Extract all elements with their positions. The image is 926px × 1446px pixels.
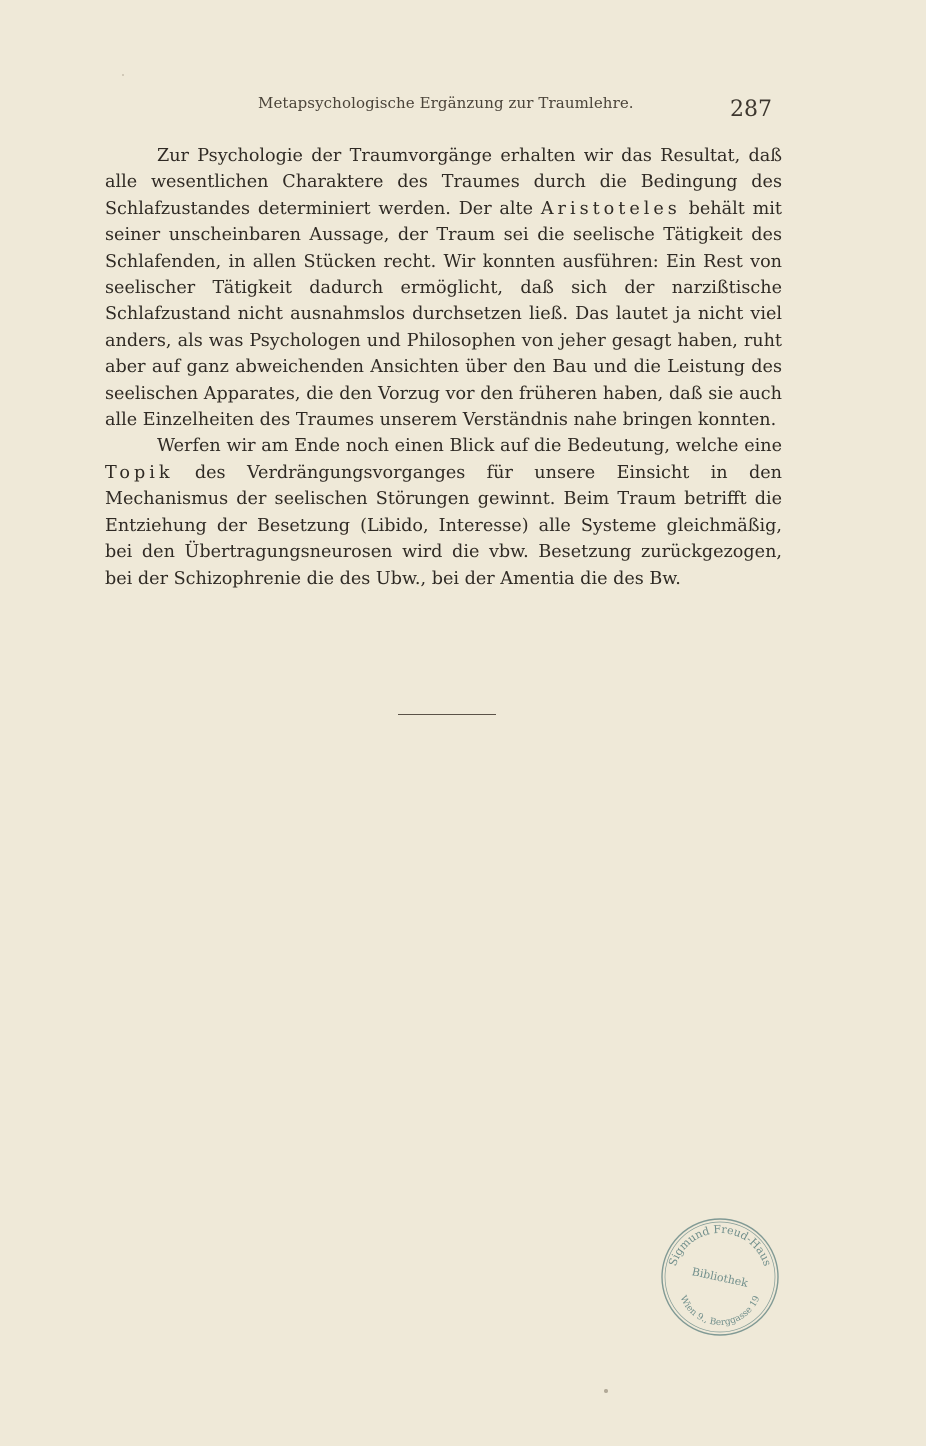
paragraph [105, 433, 782, 591]
emphasized-name: Aristoteles [540, 198, 681, 219]
emphasized-term: Topik [105, 462, 174, 483]
library-stamp [656, 1213, 784, 1341]
stamp-outer-text: Sigmund Freud-Haus [666, 1222, 774, 1268]
paragraph [105, 143, 782, 433]
paragraph-text: des Verdrängungsvorganges für unsere Einsicht in den Mechanismus der seelischen Störungen gewinnt. Beim Traum betrifft die Entziehung der Besetzung (Libido, Interesse) alle Systeme gleichmäßig, bei den Übertragungsneurosen wird die vbw. Besetzung zurückgezogen, bei der Schizophrenie die des Ubw., bei der Amentia die des Bw. [105, 462, 782, 589]
body-text [105, 143, 782, 592]
stamp-address-text: Wien 9., Berggasse 19 [677, 1294, 763, 1329]
paper-speck [122, 74, 124, 76]
paragraph-text: Zur Psychologie der Traumvorgänge erhalten wir das Resultat, daß alle wesentlichen Charaktere des Traumes durch die Bedingung des Schlafzustandes determiniert werden. Der alte [105, 146, 782, 219]
stamp-center-text: Bibliothek [690, 1265, 750, 1290]
library-stamp-graphic [656, 1213, 784, 1341]
running-title: Metapsychologische Ergänzung zur Traumlehre. [258, 94, 634, 112]
page-number: 287 [730, 97, 772, 122]
paper-speck [604, 1389, 608, 1393]
section-end-rule [398, 714, 496, 715]
paragraph-text: Werfen wir am Ende noch einen Blick auf die Bedeutung, welche eine [157, 436, 782, 457]
paragraph-text: behält mit seiner unscheinbaren Aussage, der Traum sei die seelische Tätigkeit des Schlafenden, in allen Stücken recht. Wir konnten ausführen: Ein Rest von seelischer Tätigkeit dadurch ermöglicht, daß sich der narzißtische Schlafzustand nicht ausnahmslos durchsetzen ließ. Das lautet ja nicht viel anders, als was Psychologen und Philosophen von jeher gesagt haben, ruht aber auf ganz abweichenden Ansichten über den Bau und die Leistung des seelischen Apparates, die den Vorzug vor den früheren haben, daß sie auch alle Einzelheiten des Traumes unserem Verständnis nahe bringen konnten. [105, 198, 782, 431]
